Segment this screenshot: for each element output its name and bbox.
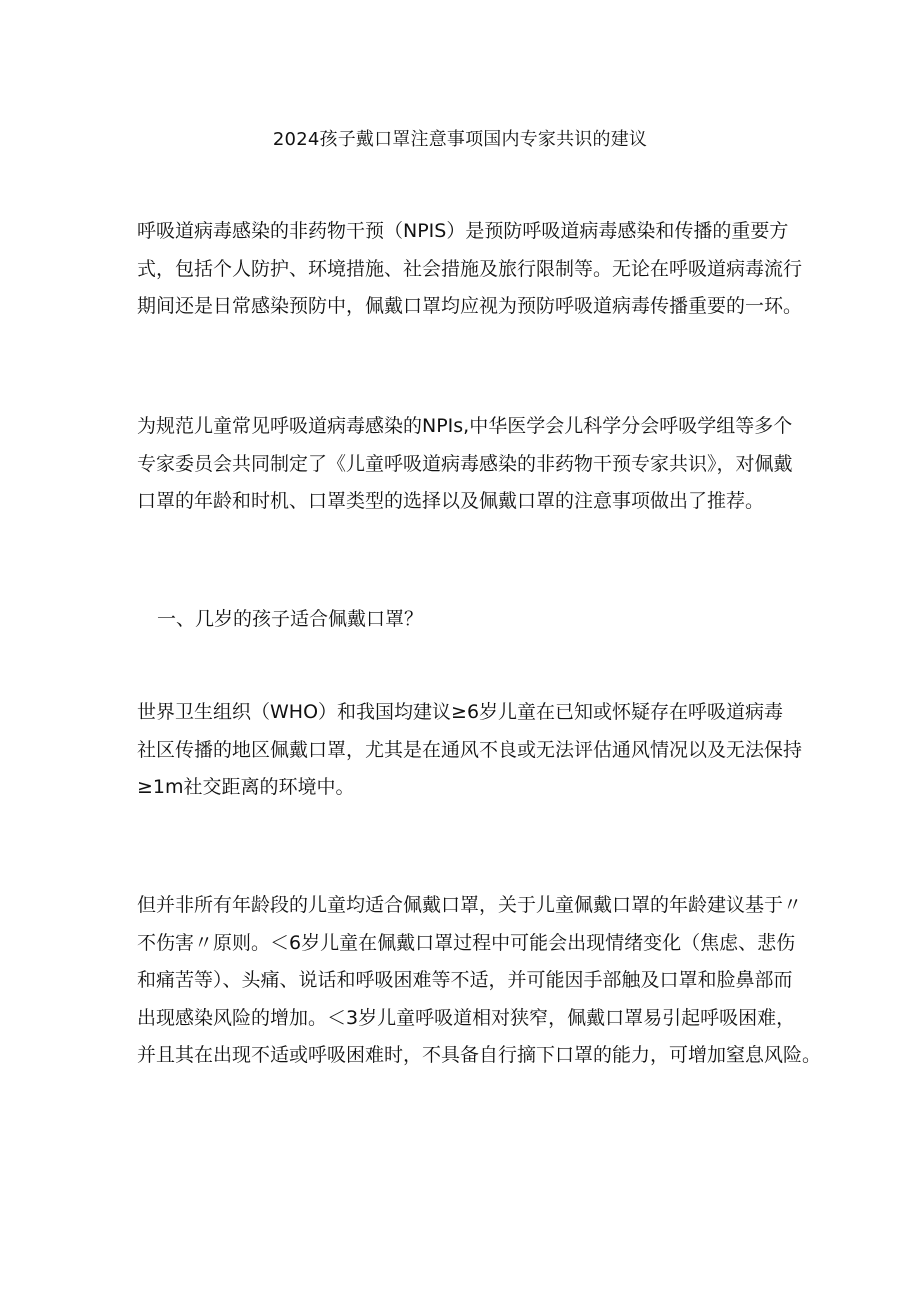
paragraph-line: 但并非所有年龄段的儿童均适合佩戴口罩，关于儿童佩戴口罩的年龄建议基于〃: [137, 894, 803, 916]
paragraph-line: 期间还是日常感染预防中，佩戴口罩均应视为预防呼吸道病毒传播重要的一环。: [137, 295, 803, 317]
paragraph-who-recommendation: [137, 694, 803, 807]
paragraph-line: 出现感染风险的增加。＜3岁儿童呼吸道相对狭窄，佩戴口罩易引起呼吸困难，: [137, 1006, 796, 1029]
paragraph-line: 不伤害〃原则。＜6岁儿童在佩戴口罩过程中可能会出现情绪变化（焦虑、悲伤: [137, 931, 796, 954]
paragraph-line: 世界卫生组织（WHO）和我国均建议≥6岁儿童在已知或怀疑存在呼吸道病毒: [137, 701, 784, 723]
paragraph-line: 社区传播的地区佩戴口罩，尤其是在通风不良或无法评估通风情况以及无法保持: [137, 738, 803, 761]
paragraph-line: ≥1m社交距离的环境中。: [137, 776, 355, 798]
paragraph-line: 为规范儿童常见呼吸道病毒感染的NPIs,中华医学会儿科学分会呼吸学组等多个: [137, 415, 793, 437]
document-title: 2024孩子戴口罩注意事项国内专家共识的建议: [272, 129, 648, 150]
paragraph-line: 并且其在出现不适或呼吸困难时，不具备自行摘下口罩的能力，可增加窒息风险。: [137, 1044, 822, 1066]
paragraph-consensus: [137, 408, 793, 521]
paragraph-age-suitability: [137, 887, 822, 1075]
paragraph-npi-intro: [137, 213, 803, 326]
section-heading: 一、几岁的孩子适合佩戴口罩？: [157, 608, 424, 630]
paragraph-line: 式，包括个人防护、环境措施、社会措施及旅行限制等。无论在呼吸道病毒流行: [137, 257, 803, 280]
paragraph-line: 专家委员会共同制定了《儿童呼吸道病毒感染的非药物干预专家共识》，对佩戴: [137, 452, 793, 475]
paragraph-line: 口罩的年龄和时机、口罩类型的选择以及佩戴口罩的注意事项做出了推荐。: [137, 490, 765, 512]
paragraph-line: 呼吸道病毒感染的非药物干预（NPIS）是预防呼吸道病毒感染和传播的重要方: [137, 220, 789, 242]
paragraph-line: 和痛苦等）、头痛、说话和呼吸困难等不适，并可能因手部触及口罩和脸鼻部而: [137, 969, 793, 991]
